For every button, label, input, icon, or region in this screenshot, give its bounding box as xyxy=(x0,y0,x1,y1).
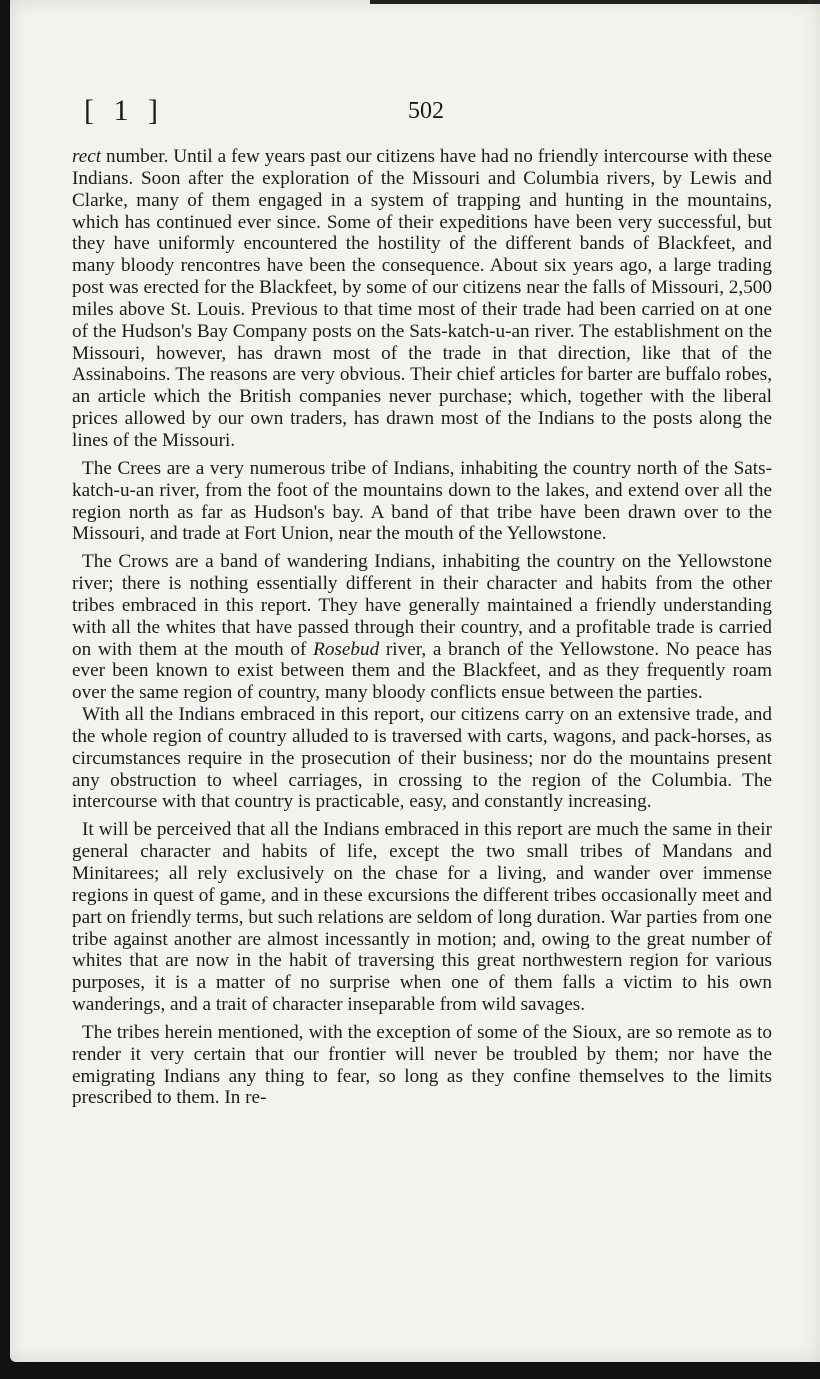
scan-edge-shadow xyxy=(370,0,820,4)
paragraph-3-text-before: The Crows are a band of wandering Indians, inhabiting the country on the Yellowstone river; there is nothing essentially different in their character and habits from the other tribes embraced in this report. They have generally maintained a friendly understanding with all the whites that have passed through their country, and a profitable trade is carried on with them at the mouth of xyxy=(72,551,772,660)
page-header xyxy=(72,94,772,134)
body-text xyxy=(72,146,772,1109)
paragraph-3-text-after: river, a branch of the Yellowstone. No peace has ever been known to exist between them and the Blackfeet, and as they frequently roam over the same region of country, many bloody conflicts ensue between the parties. xyxy=(72,638,772,704)
paragraph-3 xyxy=(72,551,772,704)
paragraph-2: The Crees are a very numerous tribe of Indians, inhabiting the country north of the Sats-katch-u-an river, from the foot of the mountains down to the lakes, and extend over all the region north as far as Hudson's bay. A band of that tribe have been drawn over to the Missouri, and trade at Fort Union, near the mouth of the Yellowstone. xyxy=(72,457,772,545)
paragraph-6: The tribes herein mentioned, with the exception of some of the Sioux, are so remote as to render it very certain that our frontier will never be troubled by them; nor have the emigrating Indians any thing to fear, so long as they confine themselves to the limits prescribed to them. In re- xyxy=(72,1021,772,1109)
paragraph-5: It will be perceived that all the Indians embraced in this report are much the same in their general character and habits of life, except the two small tribes of Mandans and Minitarees; all rely exclusively on the chase for a living, and wander over immense regions in quest of game, and in these excursions the different tribes occasionally meet and part on friendly terms, but such relations are seldom of long duration. War parties from one tribe against another are almost incessantly in motion; and, owing to the great number of whites that are now in the habit of traversing this great northwestern region for various purposes, it is a matter of no surprise when one of them falls a victim to his own wanderings, and a trait of character inseparable from wild savages. xyxy=(72,819,772,1016)
paragraph-1-text: number. Until a few years past our citizens have had no friendly intercourse with these Indians. Soon after the exploration of the Missouri and Columbia rivers, by Lewis and Clarke, many of them engaged in a system of trapping and hunting in the mountains, which has continued ever since. Some of their expeditions have been very successful, but they have uniformly encountered the hostility of the different bands of Blackfeet, and many bloody rencontres have been the consequence. About six years ago, a large trading post was erected for the Blackfeet, by some of our citizens near the falls of Missouri, 2,500 miles above St. Louis. Previous to that time most of their trade had been carried on at one of the Hudson's Bay Company posts on the Sats-katch-u-an river. The establishment on the Missouri, however, has drawn most of the trade in that direction, like that of the Assinaboins. The reasons are very obvious. Their chief articles for barter are buffalo robes, an article which the British companies never purchase; which, together with the liberal prices allowed by our own traders, has drawn most of the Indians to the posts along the lines of the Missouri. xyxy=(72,146,772,451)
paragraph-4: With all the Indians embraced in this report, our citizens carry on an extensive trade, and the whole region of country alluded to is traversed with carts, wagons, and pack-horses, as circumstances require in the prosecution of their business; nor do the mountains present any obstruction to wheel carriages, in crossing to the region of the Columbia. The intercourse with that country is practicable, easy, and constantly increasing. xyxy=(72,704,772,813)
document-number-label: [ 1 ] xyxy=(84,94,164,127)
paragraph-1 xyxy=(72,146,772,452)
page-number: 502 xyxy=(408,98,444,124)
paragraph-3-italic: Rosebud xyxy=(313,638,380,660)
paragraph-1-italic-lead: rect xyxy=(72,146,102,167)
